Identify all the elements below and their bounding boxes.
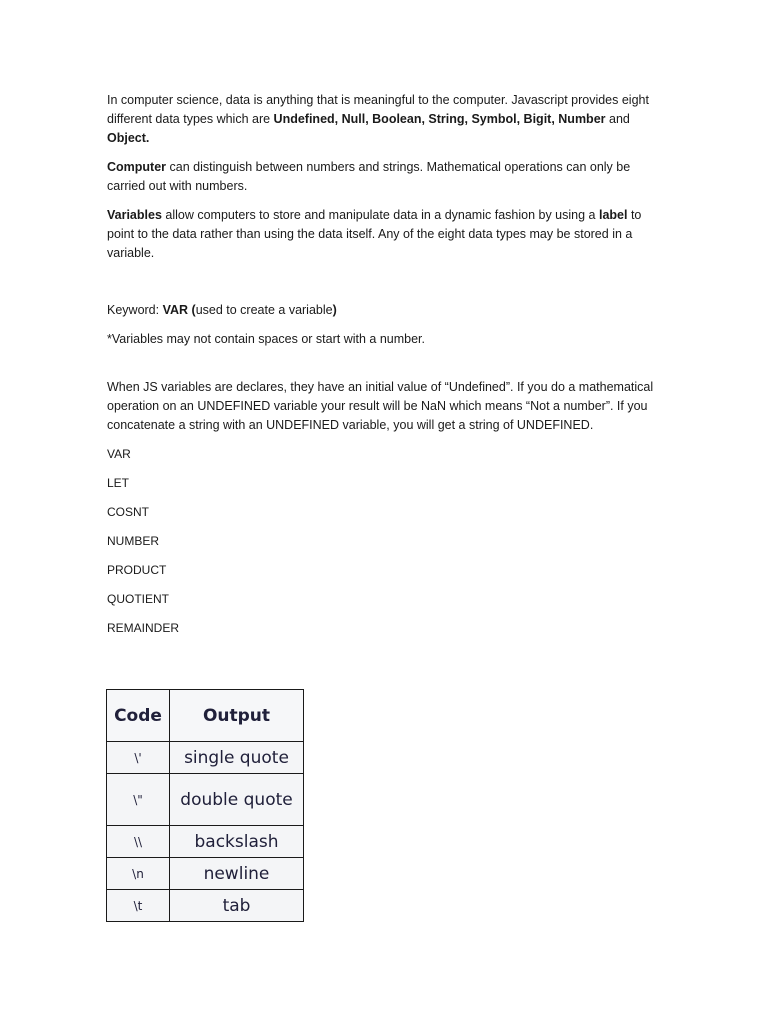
output-cell: single quote (170, 742, 304, 774)
object-type: Object. (107, 131, 150, 145)
computer-paragraph (107, 158, 663, 196)
keyword-text: used to create a variable (195, 303, 333, 317)
output-cell: backslash (170, 826, 304, 858)
output-cell: newline (170, 858, 304, 890)
table-row (107, 774, 304, 826)
keyword-close: ) (332, 303, 337, 317)
term-item: QUOTIENT (107, 592, 169, 606)
table-row (107, 858, 304, 890)
intro-paragraph (107, 91, 663, 148)
code-cell: \\ (107, 826, 170, 858)
term-item: VAR (107, 447, 131, 461)
term-item: REMAINDER (107, 621, 180, 635)
undefined-paragraph: When JS variables are declares, they have an initial value of “Undefined”. If you do a mathematical operation on an UNDEFINED variable your result will be NaN which means “Not a number”. If you concatenate a string with an UNDEFINED variable, you will get a string of UNDEFINED. (107, 380, 654, 432)
variables-note: *Variables may not contain spaces or start with a number. (107, 332, 425, 346)
intro-text: In computer science, data is anything that is meaningful to the computer. Javascript provides eight different data types which are (107, 93, 649, 126)
term-item: PRODUCT (107, 563, 167, 577)
computer-term: Computer (107, 160, 167, 174)
keyword-var: VAR ( (162, 303, 196, 317)
table-row (107, 742, 304, 774)
code-cell: \n (107, 858, 170, 890)
column-header-code: Code (107, 690, 170, 742)
column-header-output: Output (170, 690, 304, 742)
code-cell: \" (107, 774, 170, 826)
code-cell: \t (107, 890, 170, 922)
table-header-row (107, 690, 304, 742)
keyword-line (107, 301, 663, 320)
computer-text: can distinguish between numbers and strings. Mathematical operations can only be carried out with numbers. (107, 160, 631, 193)
escape-sequence-table (106, 689, 304, 922)
term-item: NUMBER (107, 534, 160, 548)
data-types-list: Undefined, Null, Boolean, String, Symbol, Bigit, Number (273, 112, 606, 126)
label-term: label (598, 208, 628, 222)
output-cell: tab (170, 890, 304, 922)
output-cell: double quote (170, 774, 304, 826)
table-row (107, 826, 304, 858)
code-cell: \' (107, 742, 170, 774)
table-row (107, 890, 304, 922)
term-item: COSNT (107, 505, 149, 519)
variables-term: Variables (107, 208, 162, 222)
variables-text-2: to point to the data rather than using the data itself. Any of the eight data types may be stored in a variable. (107, 208, 642, 260)
variables-paragraph (107, 206, 663, 263)
keyword-prefix: Keyword: (107, 303, 163, 317)
document-body (107, 91, 663, 648)
variables-text-1: allow computers to store and manipulate data in a dynamic fashion by using a (161, 208, 599, 222)
term-item: LET (107, 476, 130, 490)
intro-and: and (605, 112, 630, 126)
